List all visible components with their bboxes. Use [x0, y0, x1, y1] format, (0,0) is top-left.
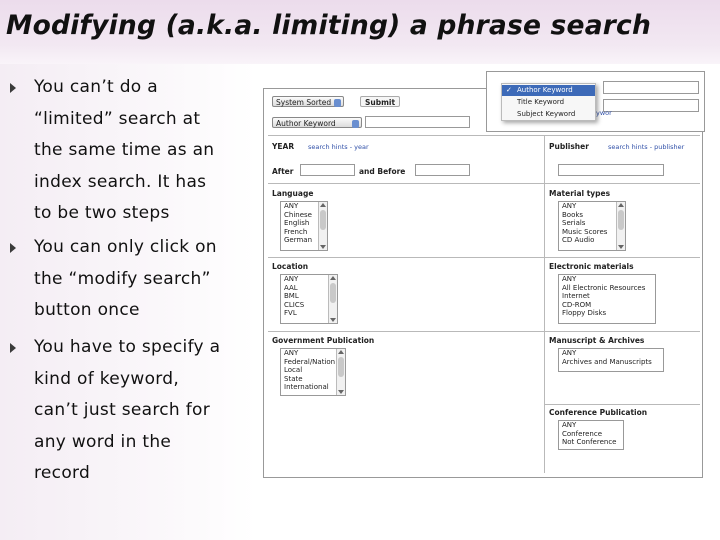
electronic-materials-label: Electronic materials: [549, 262, 634, 271]
scroll-up-icon: [330, 276, 336, 280]
scroll-down-icon: [338, 390, 344, 394]
keyword-dropdown-menu[interactable]: [501, 83, 596, 121]
scroll-down-icon: [320, 245, 326, 249]
bullet-arrow-icon: [10, 83, 16, 93]
electronic-materials-listbox[interactable]: ANY All Electronic Resources Internet CD-ROM Floppy Disks: [558, 274, 656, 324]
column-divider: [544, 135, 545, 473]
publisher-hints-link[interactable]: search hints - publisher: [608, 143, 685, 151]
bullet-2-text: You can only click on the “modify search” button once: [34, 237, 217, 320]
divider: [268, 331, 700, 332]
language-label: Language: [272, 189, 314, 198]
inset-hints-link[interactable]: ywor: [596, 109, 612, 117]
inset-search-input[interactable]: [603, 81, 699, 94]
select-caret-icon: [352, 120, 359, 128]
material-types-listbox[interactable]: ANY Books Serials Music Scores CD Audio: [558, 201, 626, 251]
select-caret-icon: [334, 99, 341, 107]
divider: [544, 404, 700, 405]
bullet-arrow-icon: [10, 343, 16, 353]
scroll-down-icon: [330, 318, 336, 322]
scrollbar[interactable]: [336, 349, 345, 395]
bullet-3-text: You have to specify a kind of keyword, can’t just search for any word in the record: [34, 337, 221, 483]
sort-select[interactable]: System Sorted: [272, 96, 344, 107]
bullet-panel: [0, 64, 256, 540]
dropdown-item-author-keyword[interactable]: ✓ Author Keyword: [502, 85, 595, 96]
submit-button[interactable]: Submit: [360, 96, 400, 107]
government-publication-listbox[interactable]: ANY Federal/Nation Local State International: [280, 348, 346, 396]
year-after-input[interactable]: [300, 164, 355, 176]
publisher-input[interactable]: [558, 164, 664, 176]
year-hints-link[interactable]: search hints - year: [308, 143, 369, 151]
keyword-type-select[interactable]: Author Keyword: [272, 117, 362, 128]
scrollbar[interactable]: [328, 275, 337, 323]
manuscript-archives-label: Manuscript & Archives: [549, 336, 645, 345]
search-form-screenshot: [263, 88, 703, 478]
location-label: Location: [272, 262, 309, 271]
keyword-dropdown-inset: [486, 71, 705, 132]
bullet-arrow-icon: [10, 243, 16, 253]
manuscript-archives-listbox[interactable]: ANY Archives and Manuscripts: [558, 348, 664, 372]
language-listbox[interactable]: ANY Chinese English French German: [280, 201, 328, 251]
year-before-input[interactable]: [415, 164, 470, 176]
scroll-down-icon: [618, 245, 624, 249]
inset-search-input-2[interactable]: [603, 99, 699, 112]
scroll-up-icon: [338, 350, 344, 354]
material-types-label: Material types: [549, 189, 611, 198]
after-label: After: [272, 167, 294, 176]
conference-publication-listbox[interactable]: ANY Conference Not Conference: [558, 420, 624, 450]
before-label: and Before: [359, 167, 406, 176]
conference-publication-label: Conference Publication: [549, 408, 648, 417]
government-publication-label: Government Publication: [272, 336, 375, 345]
divider: [268, 183, 700, 184]
bullet-1-text: You can’t do a “limited” search at the same time as an index search. It has to be two steps: [34, 77, 215, 223]
scrollbar[interactable]: [616, 202, 625, 250]
publisher-label: Publisher: [549, 142, 589, 151]
scrollbar[interactable]: [318, 202, 327, 250]
divider: [268, 257, 700, 258]
keyword-input[interactable]: [365, 116, 470, 128]
location-listbox[interactable]: ANY AAL BML CLICS FVL: [280, 274, 338, 324]
scroll-up-icon: [618, 203, 624, 207]
dropdown-item-subject-keyword[interactable]: Subject Keyword: [517, 110, 576, 118]
slide-title: Modifying (a.k.a. limiting) a phrase search: [6, 10, 652, 41]
scroll-up-icon: [320, 203, 326, 207]
year-label: YEAR: [272, 142, 295, 151]
checkmark-icon: ✓: [506, 86, 512, 94]
divider: [268, 135, 700, 136]
dropdown-item-title-keyword[interactable]: Title Keyword: [517, 98, 565, 106]
